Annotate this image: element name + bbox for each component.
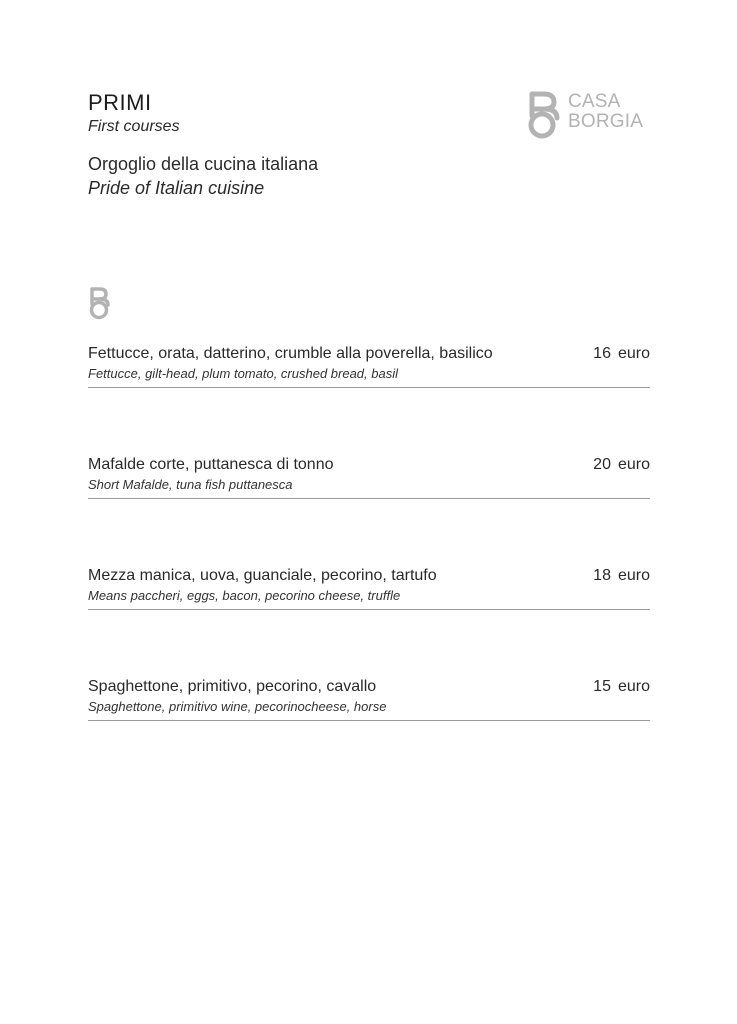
price-currency: euro <box>617 345 650 362</box>
section-title: PRIMI <box>88 90 152 115</box>
brand-name-line1: CASA <box>568 91 621 112</box>
section-header <box>88 90 180 138</box>
tagline-english: Pride of Italian cuisine <box>88 178 265 198</box>
dish-description: Spaghettone, primitivo wine, pecorinocheese, horse <box>88 699 387 714</box>
casa-borgia-monogram-icon <box>524 90 568 140</box>
dish-description: Short Mafalde, tuna fish puttanesca <box>88 477 293 492</box>
price-currency: euro <box>617 567 650 584</box>
dish-price <box>593 454 650 476</box>
price-currency: euro <box>617 456 650 473</box>
price-currency: euro <box>617 678 650 695</box>
tagline-italian: Orgoglio della cucina italiana <box>88 154 319 174</box>
section-subtitle: First courses <box>88 118 180 135</box>
menu-item <box>88 562 650 610</box>
price-amount: 15 <box>593 678 611 695</box>
price-amount: 18 <box>593 567 611 584</box>
menu-item <box>88 340 650 388</box>
dish-description: Fettucce, gilt-head, plum tomato, crushed bread, basil <box>88 366 398 381</box>
menu-item <box>88 673 650 721</box>
tagline <box>88 152 318 200</box>
dish-name: Fettucce, orata, datterino, crumble alla poverella, basilico <box>88 345 493 362</box>
section-monogram <box>86 286 116 320</box>
brand-name <box>568 92 643 132</box>
price-amount: 16 <box>593 345 611 362</box>
dish-description: Means paccheri, eggs, bacon, pecorino cheese, truffle <box>88 588 401 603</box>
casa-borgia-small-monogram-icon <box>86 286 116 320</box>
dish-price <box>593 676 650 698</box>
dish-name: Mezza manica, uova, guanciale, pecorino, tartufo <box>88 567 437 584</box>
dish-price <box>593 565 650 587</box>
dish-price <box>593 343 650 365</box>
price-amount: 20 <box>593 456 611 473</box>
menu-item <box>88 451 650 499</box>
dish-name: Mafalde corte, puttanesca di tonno <box>88 456 334 473</box>
brand-name-line2: BORGIA <box>568 111 644 132</box>
menu-list <box>88 340 650 784</box>
dish-name: Spaghettone, primitivo, pecorino, cavallo <box>88 678 377 695</box>
